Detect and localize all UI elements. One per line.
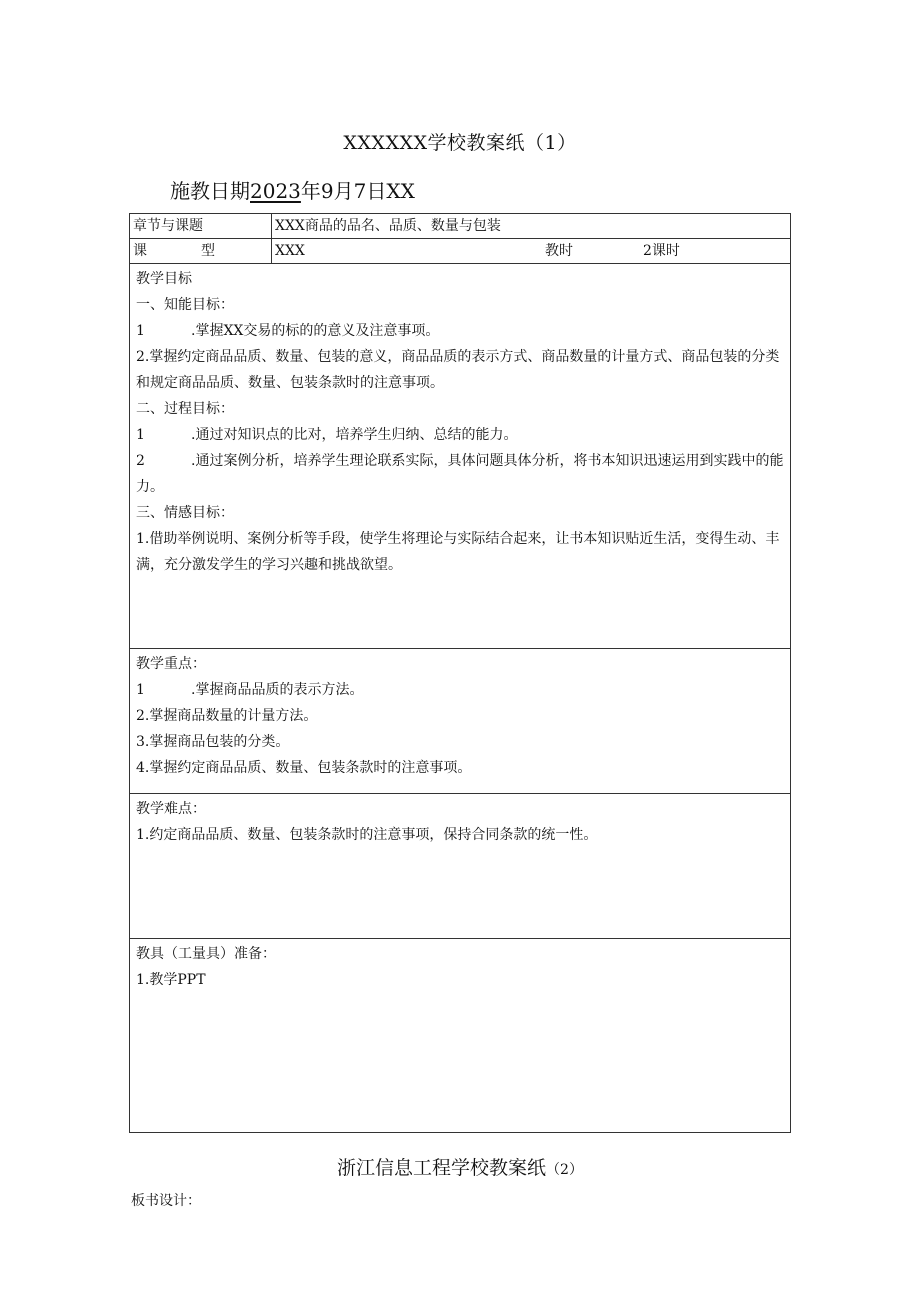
board-design-label: 板书设计：: [131, 1193, 201, 1209]
key-point-1: [136, 677, 784, 703]
process-item-2-num: 2: [136, 453, 145, 469]
date-rest: 年9月7日XX: [300, 179, 415, 203]
key-point-2: 2.掌握商品数量的计量方法。: [136, 708, 318, 724]
difficulties-heading: 教学难点：: [136, 801, 206, 817]
chapter-value: XXX商品的品名、品质、数量与包装: [272, 214, 791, 239]
process-item-1: [136, 422, 784, 448]
key-point-1-num: 1: [136, 682, 145, 698]
tool-1: 1.教学PPT: [136, 972, 206, 988]
key-point-3: 3.掌握商品包装的分类。: [136, 734, 290, 750]
process-item-1-text: .通过对知识点的比对，培养学生归纳、总结的能力。: [191, 427, 518, 443]
knowledge-item-1: [136, 318, 784, 344]
knowledge-heading: 一、知能目标：: [136, 297, 234, 313]
lesson-plan-table: [129, 213, 791, 1133]
key-point-1-text: .掌握商品品质的表示方法。: [191, 682, 364, 698]
tools-cell: [130, 939, 791, 1133]
chapter-row: [130, 214, 791, 239]
type-label: [130, 239, 272, 264]
hours-label: 教时: [545, 243, 573, 259]
type-value: XXX: [275, 243, 305, 259]
key-points-cell: [130, 649, 791, 794]
date-line: [170, 175, 415, 204]
hours-value: 2课时: [643, 243, 680, 259]
key-point-4: 4.掌握约定商品品质、数量、包装条款时的注意事项。: [136, 760, 472, 776]
key-points-row: [130, 649, 791, 794]
difficulties-row: [130, 794, 791, 939]
type-label-2: 型: [201, 243, 215, 259]
chapter-label: 章节与课题: [130, 214, 272, 239]
second-page-title-num: （2）: [546, 1162, 583, 1178]
knowledge-item-1-num: 1: [136, 323, 145, 339]
objectives-cell: [130, 264, 791, 649]
process-item-2-text: .通过案例分析，培养学生理论联系实际，具体问题具体分析，将书本知识迅速运用到实践中的能力。: [136, 453, 784, 495]
date-year: 2023: [250, 179, 301, 203]
type-label-1: 课: [133, 243, 147, 259]
knowledge-item-1-text: .掌握XX交易的标的的意义及注意事项。: [191, 323, 440, 339]
objectives-heading: 教学目标: [136, 271, 192, 287]
emotion-item-1: 1.借助举例说明、案例分析等手段，使学生将理论与实际结合起来，让书本知识贴近生活，变得生动、丰满，充分激发学生的学习兴趣和挑战欲望。: [136, 531, 780, 573]
date-label: 施教日期: [170, 179, 250, 203]
objectives-row: [130, 264, 791, 649]
type-cell: [272, 239, 791, 264]
key-points-heading: 教学重点：: [136, 656, 206, 672]
emotion-heading: 三、情感目标：: [136, 505, 234, 521]
second-page-title: [0, 1153, 920, 1180]
difficulties-cell: [130, 794, 791, 939]
second-page-title-main: 浙江信息工程学校教案纸: [337, 1157, 547, 1179]
process-item-1-num: 1: [136, 427, 145, 443]
knowledge-item-2: 2.掌握约定商品品质、数量、包装的意义，商品品质的表示方式、商品数量的计量方式、商品包装的分类和规定商品品质、数量、包装条款时的注意事项。: [136, 349, 780, 391]
difficulty-1: 1.约定商品品质、数量、包装条款时的注意事项，保持合同条款的统一性。: [136, 827, 598, 843]
process-heading: 二、过程目标：: [136, 401, 234, 417]
tools-heading: 教具（工量具）准备：: [136, 946, 276, 962]
page-title: XXXXXX学校教案纸（1）: [343, 132, 577, 154]
type-row: [130, 239, 791, 264]
tools-row: [130, 939, 791, 1133]
process-item-2: [136, 448, 784, 500]
